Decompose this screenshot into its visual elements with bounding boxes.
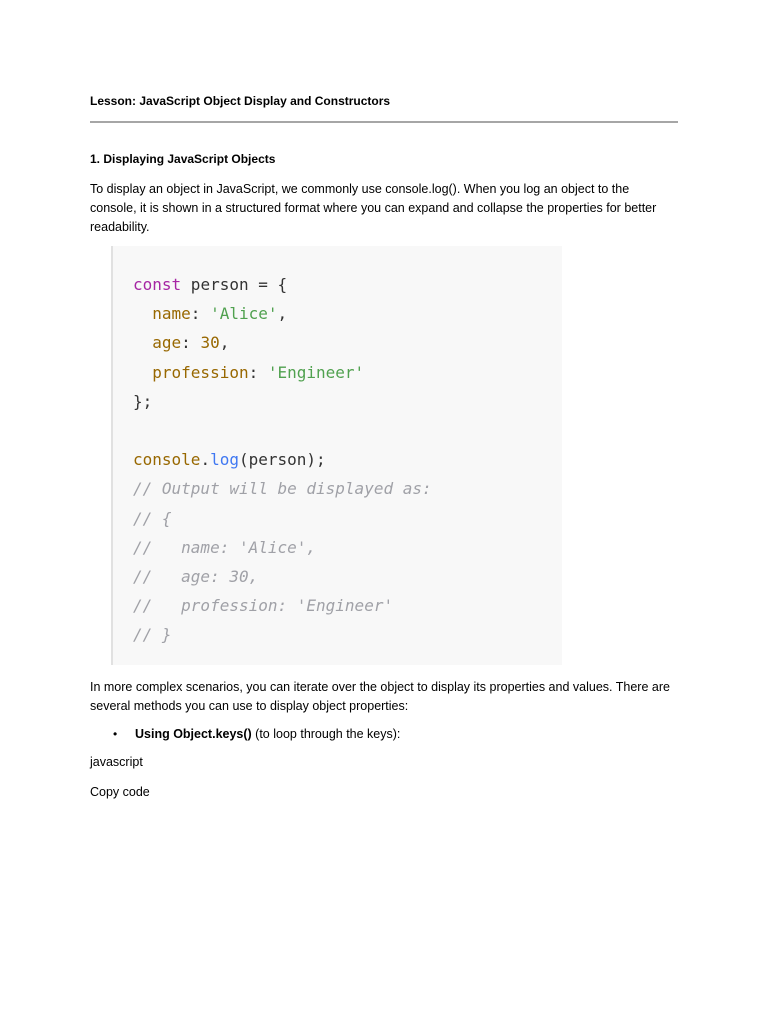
code-block: [111, 246, 562, 665]
code-indent: [133, 333, 152, 352]
intro-paragraph: To display an object in JavaScript, we commonly use console.log(). When you log an object to the console, it is shown in a structured format where you can expand and collapse the properties for better readability.: [90, 182, 657, 234]
code-line: [133, 358, 432, 387]
code-number: 30: [200, 333, 220, 353]
copy-code-button[interactable]: Copy code: [90, 785, 150, 799]
code-property: age: [152, 333, 182, 353]
code-blank-line: [133, 416, 432, 445]
list-item: [113, 725, 400, 743]
code-object: console: [133, 450, 201, 470]
code-comment: // age: 30,: [133, 566, 259, 586]
code-line: [133, 299, 432, 328]
code-text: (person);: [238, 450, 326, 470]
code-indent: [133, 304, 152, 323]
code-text: person = {: [181, 275, 288, 294]
section-heading: 1. Displaying JavaScript Objects: [90, 152, 276, 166]
code-line: [133, 445, 432, 474]
code-line: [133, 328, 432, 357]
followup-paragraph: In more complex scenarios, you can iterate over the object to display its properties and values. There are several methods you can use to display object properties:: [90, 680, 670, 713]
code-comment: // Output will be displayed as:: [133, 479, 432, 499]
code-comment: // {: [133, 508, 172, 528]
code-line: [133, 387, 432, 416]
code-text: :: [248, 362, 268, 382]
code-text: };: [133, 391, 153, 411]
code-text: .: [200, 450, 211, 470]
code-language-label: javascript: [90, 755, 143, 769]
code-text: :: [190, 304, 211, 324]
code-line: [133, 270, 432, 299]
code-property: profession: [152, 362, 249, 382]
bullet-text: (to loop through the keys):: [251, 727, 401, 741]
code-text: :: [181, 333, 201, 353]
code-content: [133, 270, 432, 649]
title-divider: [90, 121, 678, 123]
code-keyword: const: [133, 275, 182, 294]
code-text: ,: [277, 304, 288, 324]
code-comment: // profession: 'Engineer': [133, 596, 394, 616]
code-indent: [133, 363, 152, 382]
code-function: log: [210, 450, 239, 470]
lesson-title: Lesson: JavaScript Object Display and Constructors: [90, 94, 391, 108]
code-string: 'Alice': [210, 304, 278, 324]
code-string: 'Engineer': [267, 362, 365, 382]
code-property: name: [152, 304, 191, 324]
code-comment: // }: [133, 625, 172, 645]
code-text: ,: [219, 333, 230, 353]
bullet-bold-text: Using Object.keys(): [135, 727, 252, 741]
code-comment: // name: 'Alice',: [133, 537, 317, 557]
bullet-icon: •: [113, 727, 118, 741]
